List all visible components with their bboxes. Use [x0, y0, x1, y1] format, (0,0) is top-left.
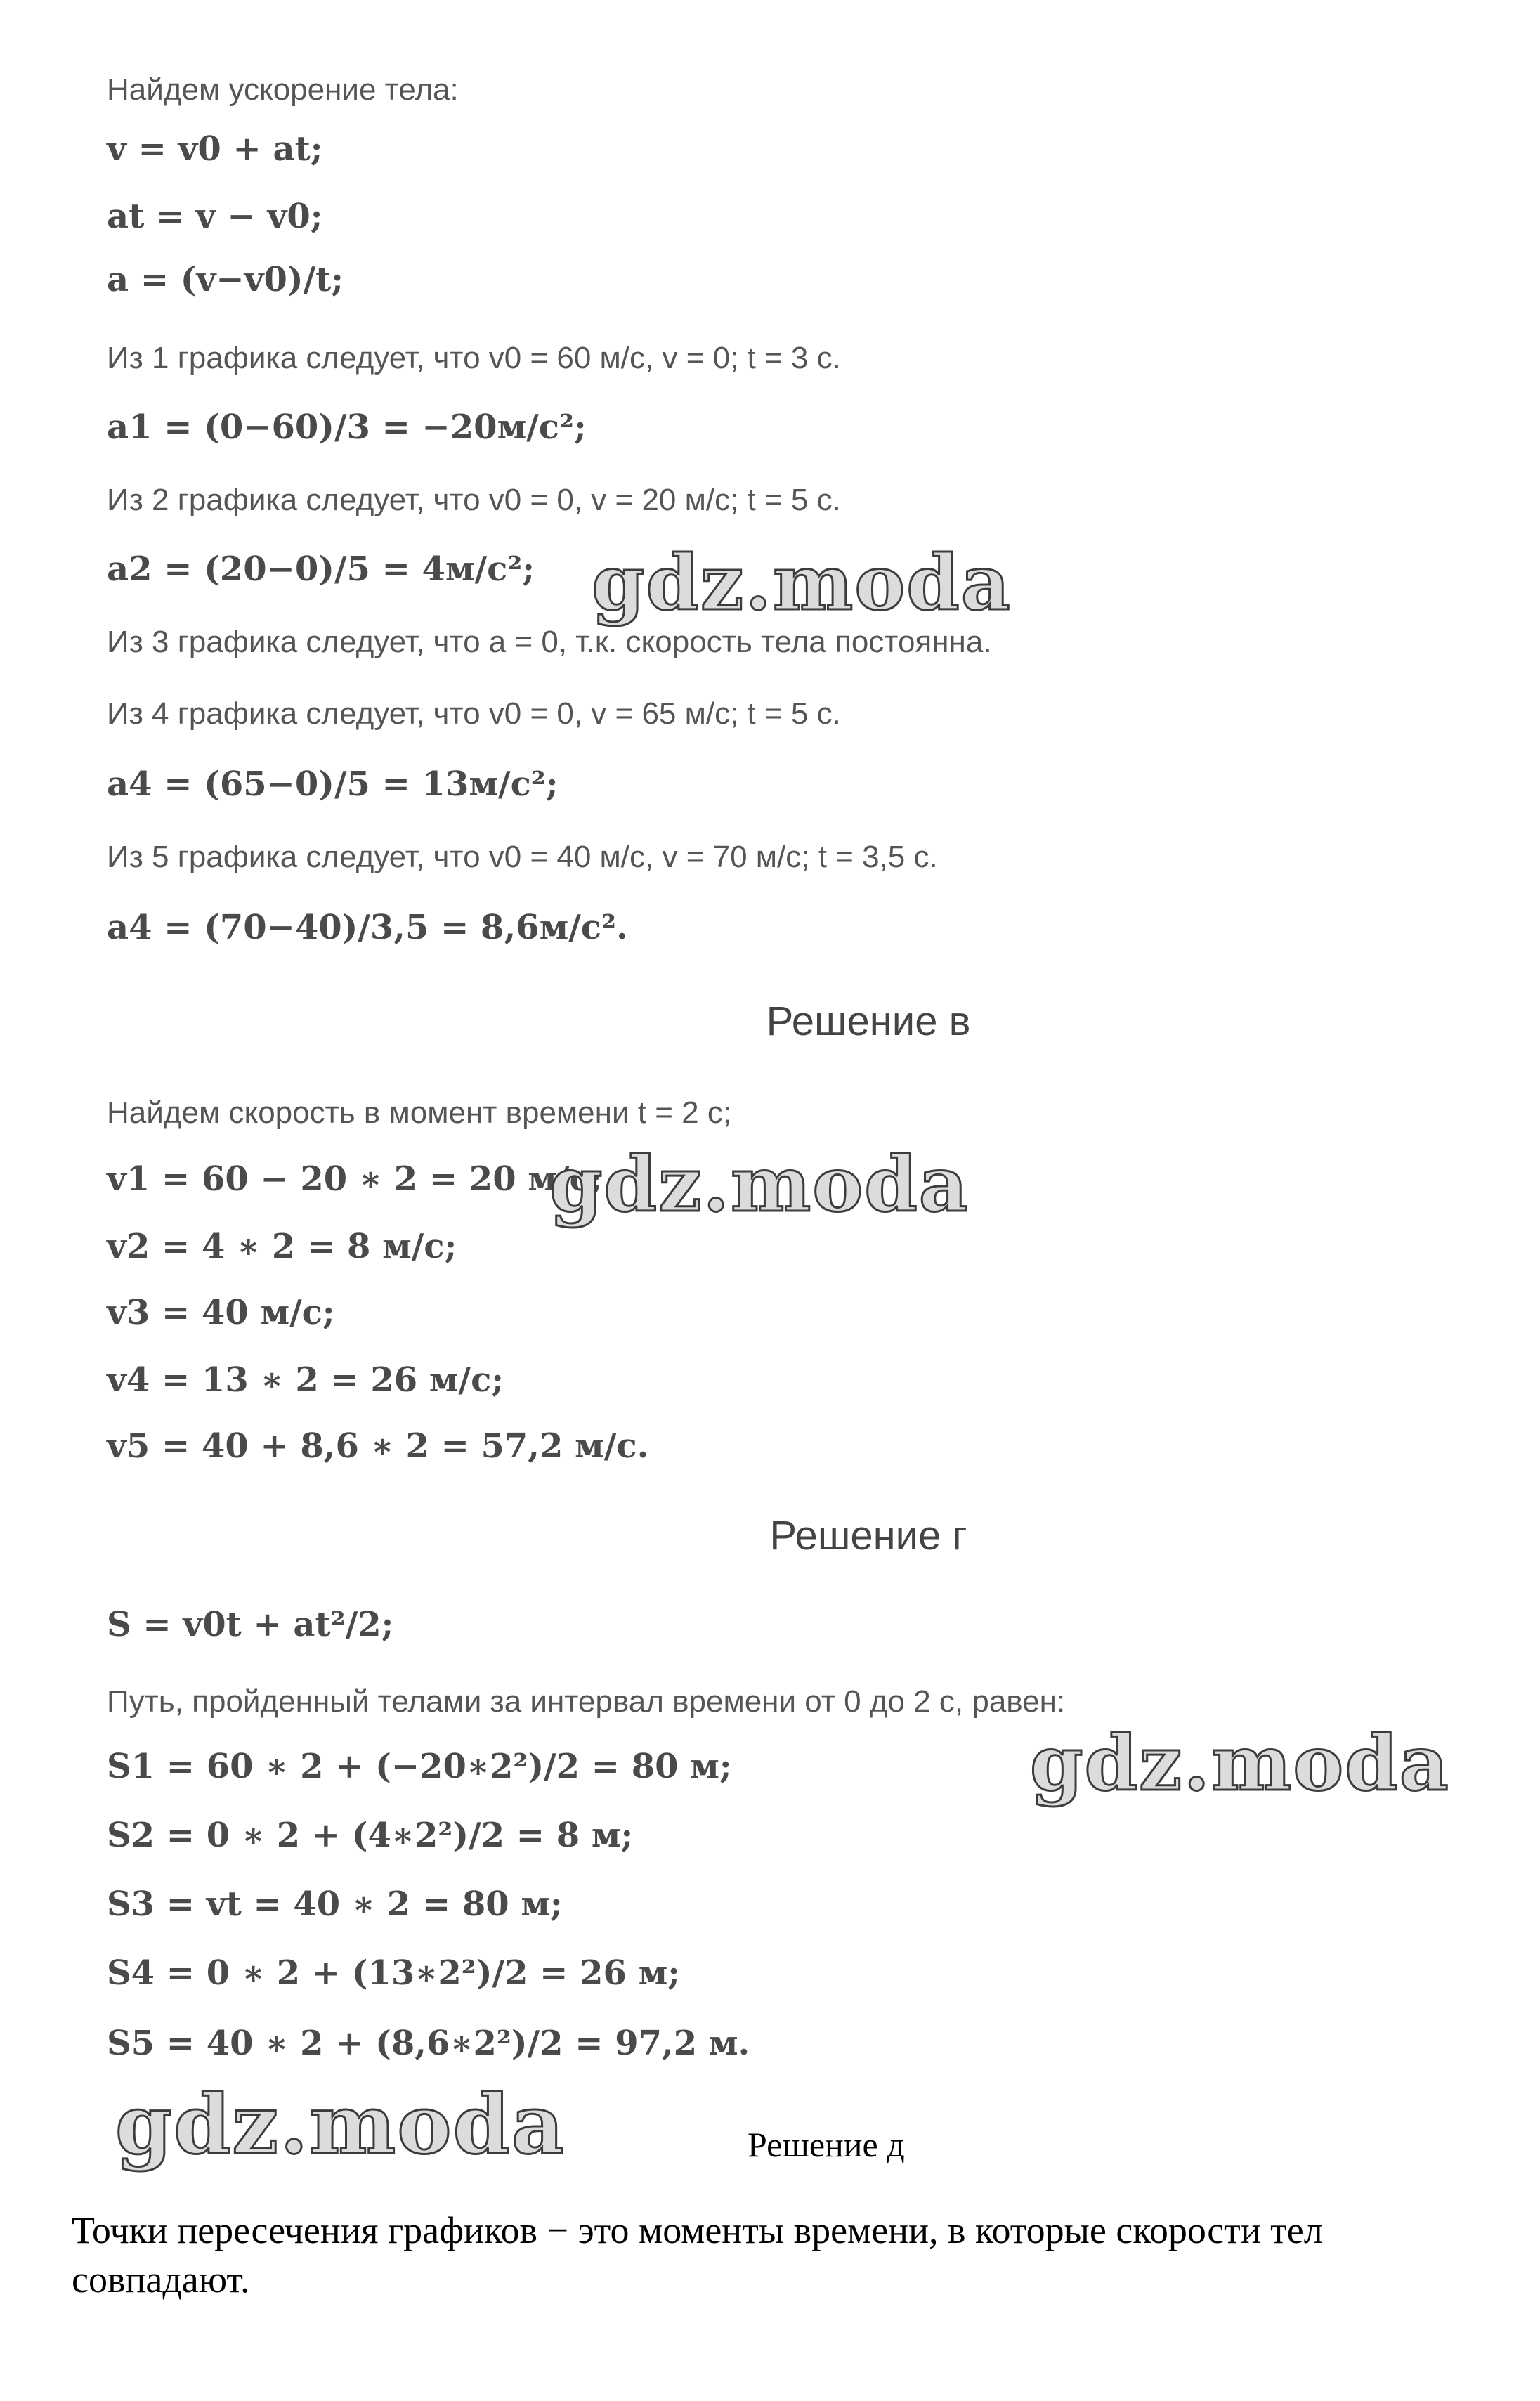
formula-line-26: S5 = 40 ∗ 2 + (8,6∗2²)/2 = 97,2 м.	[107, 2024, 750, 2063]
text-line-10: Из 4 графика следует, что v0 = 0, v = 65 м/с; t = 5 с.	[107, 696, 841, 731]
formula-line-23: S2 = 0 ∗ 2 + (4∗2²)/2 = 8 м;	[107, 1816, 634, 1855]
watermark-logo-3: gdz.moda	[1030, 1719, 1450, 1808]
text-line-1: Найдем ускорение тела:	[107, 72, 459, 107]
text-line-12: Из 5 графика следует, что v0 = 40 м/с, v = 70 м/с; t = 3,5 с.	[107, 840, 938, 874]
heading-solution-d: Решение д	[748, 2125, 905, 2164]
formula-line-6: a1 = (0−60)/3 = −20м/с²;	[107, 408, 587, 447]
text-line-21: Путь, пройденный телами за интервал времени от 0 до 2 с, равен:	[107, 1684, 1066, 1719]
watermark-logo-2: gdz.moda	[549, 1140, 970, 1229]
formula-line-13: a4 = (70−40)/3,5 = 8,6м/с².	[107, 908, 628, 947]
heading-solution-v: Решение в	[766, 998, 971, 1044]
final-text-line-2: совпадают.	[72, 2258, 250, 2301]
text-line-7: Из 2 графика следует, что v0 = 0, v = 20 м/с; t = 5 с.	[107, 483, 841, 517]
watermark-logo-1: gdz.moda	[592, 539, 1012, 627]
formula-line-16: v2 = 4 ∗ 2 = 8 м/с;	[107, 1227, 457, 1266]
text-line-14: Найдем скорость в момент времени t = 2 с;	[107, 1095, 732, 1130]
formula-line-18: v4 = 13 ∗ 2 = 26 м/с;	[107, 1360, 504, 1400]
text-line-5: Из 1 графика следует, что v0 = 60 м/с, v = 0; t = 3 с.	[107, 341, 841, 375]
heading-solution-g: Решение г	[769, 1513, 967, 1559]
formula-line-19: v5 = 40 + 8,6 ∗ 2 = 57,2 м/с.	[107, 1426, 649, 1466]
formula-line-22: S1 = 60 ∗ 2 + (−20∗2²)/2 = 80 м;	[107, 1747, 732, 1786]
formula-line-8: a2 = (20−0)/5 = 4м/с²;	[107, 549, 535, 589]
formula-line-11: a4 = (65−0)/5 = 13м/с²;	[107, 764, 559, 804]
final-text-line-1: Точки пересечения графиков − это моменты времени, в которые скорости тел	[72, 2209, 1323, 2251]
formula-line-17: v3 = 40 м/с;	[107, 1293, 335, 1332]
formula-line-15: v1 = 60 − 20 ∗ 2 = 20 м/с;	[107, 1159, 603, 1199]
watermark-logo-4: gdz.moda	[115, 2077, 566, 2173]
formula-line-2: v = v0 + at;	[107, 129, 323, 169]
text-line-9: Из 3 графика следует, что a = 0, т.к. скорость тела постоянна.	[107, 625, 992, 659]
formula-line-24: S3 = vt = 40 ∗ 2 = 80 м;	[107, 1885, 563, 1924]
formula-line-3: at = v − v0;	[107, 197, 323, 236]
formula-line-4: a = (v−v0)/t;	[107, 260, 344, 299]
formula-line-20: S = v0t + at²/2;	[107, 1605, 394, 1644]
formula-line-25: S4 = 0 ∗ 2 + (13∗2²)/2 = 26 м;	[107, 1953, 681, 1993]
